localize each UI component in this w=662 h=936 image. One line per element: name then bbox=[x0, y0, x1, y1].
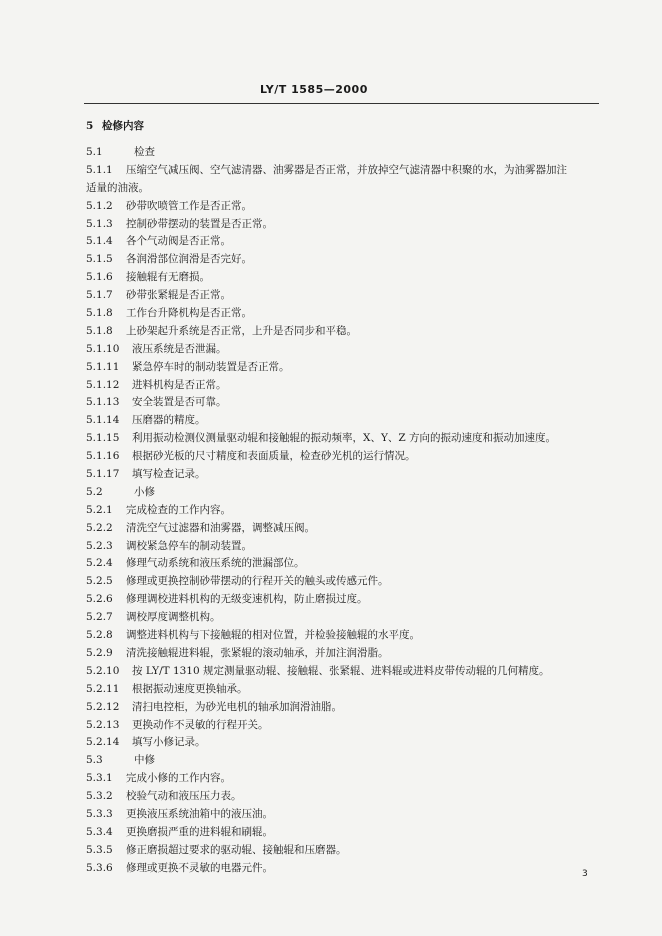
item-text: 根据砂光板的尺寸精度和表面质量，检查砂光机的运行情况。 bbox=[132, 450, 416, 463]
item-number: 5.1.10 bbox=[86, 342, 120, 355]
page-number: 3 bbox=[582, 869, 588, 879]
subsection-number: 5.1 bbox=[86, 146, 103, 158]
list-item bbox=[86, 412, 606, 430]
list-item bbox=[86, 573, 606, 591]
subsection-title: 中修 bbox=[134, 754, 155, 767]
item-text: 根据振动速度更换轴承。 bbox=[132, 682, 248, 695]
item-number: 5.2.7 bbox=[86, 611, 113, 624]
item-text: 安全装置是否可靠。 bbox=[132, 396, 227, 409]
item-number: 5.1.13 bbox=[86, 396, 120, 409]
list-item bbox=[86, 734, 606, 752]
item-text-continuation: 适量的油液。 bbox=[86, 181, 149, 194]
item-text: 紧急停车时的制动装置是否正常。 bbox=[132, 360, 290, 373]
list-item bbox=[86, 627, 606, 645]
list-item bbox=[86, 860, 606, 878]
list-item bbox=[86, 591, 606, 609]
item-number: 5.2.6 bbox=[86, 593, 113, 606]
section-title: 检修内容 bbox=[102, 120, 144, 132]
section-heading bbox=[86, 118, 606, 144]
header-rule bbox=[84, 103, 599, 104]
item-text: 砂带吹喷管工作是否正常。 bbox=[126, 199, 252, 212]
item-number: 5.2.5 bbox=[86, 575, 113, 588]
item-text: 更换液压系统油箱中的液压油。 bbox=[126, 807, 273, 820]
item-number: 5.2.12 bbox=[86, 700, 120, 713]
item-text: 填写小修记录。 bbox=[132, 736, 206, 749]
list-item bbox=[86, 555, 606, 573]
subsection-title: 小修 bbox=[134, 485, 155, 498]
list-item bbox=[86, 251, 606, 269]
list-item bbox=[86, 466, 606, 484]
item-number: 5.2.10 bbox=[86, 664, 120, 677]
item-text: 清洗接触辊进料辊，张紧辊的滚动轴承，并加注润滑脂。 bbox=[126, 646, 389, 659]
item-number: 5.2.11 bbox=[86, 682, 120, 695]
checklist-5-2 bbox=[86, 502, 606, 752]
item-text: 利用振动检测仪测量驱动辊和接触辊的振动频率，X、Y、Z 方向的振动速度和振动加速度。 bbox=[132, 432, 557, 445]
list-item bbox=[86, 645, 606, 663]
item-text: 上砂架起升系统是否正常，上升是否同步和平稳。 bbox=[126, 324, 357, 337]
list-item bbox=[86, 305, 606, 323]
list-item bbox=[86, 162, 606, 180]
list-item bbox=[86, 717, 606, 735]
item-number: 5.1.11 bbox=[86, 360, 120, 373]
checklist-5-3 bbox=[86, 770, 606, 877]
item-text: 接触辊有无磨损。 bbox=[126, 271, 210, 284]
item-number: 5.1.7 bbox=[86, 289, 113, 302]
item-number: 5.1.8 bbox=[86, 324, 113, 337]
list-item bbox=[86, 842, 606, 860]
list-item bbox=[86, 824, 606, 842]
item-text: 进料机构是否正常。 bbox=[132, 378, 227, 391]
item-text: 调校紧急停车的制动装置。 bbox=[126, 539, 252, 552]
subsection-heading-5-1 bbox=[86, 144, 606, 162]
subsection-number: 5.3 bbox=[86, 754, 103, 767]
list-item bbox=[86, 377, 606, 395]
item-number: 5.1.8 bbox=[86, 307, 113, 320]
item-text: 压缩空气减压阀、空气滤清器、油雾器是否正常，并放掉空气滤清器中积聚的水，为油雾器加注 bbox=[126, 163, 567, 176]
item-text: 调整进料机构与下接触辊的相对位置，并检验接触辊的水平度。 bbox=[126, 629, 420, 642]
list-item bbox=[86, 341, 606, 359]
item-number: 5.1.2 bbox=[86, 199, 113, 212]
item-number: 5.3.6 bbox=[86, 861, 113, 874]
item-text: 清扫电控柜，为砂光电机的轴承加润滑油脂。 bbox=[132, 700, 342, 713]
list-item bbox=[86, 269, 606, 287]
item-number: 5.1.16 bbox=[86, 450, 120, 463]
subsection-heading-5-2 bbox=[86, 484, 606, 502]
list-item bbox=[86, 806, 606, 824]
subsection-number: 5.2 bbox=[86, 485, 103, 498]
item-text: 修理气动系统和液压系统的泄漏部位。 bbox=[126, 557, 305, 570]
item-text: 砂带张紧辊是否正常。 bbox=[126, 289, 231, 302]
item-number: 5.3.4 bbox=[86, 825, 113, 838]
item-number: 5.2.2 bbox=[86, 521, 113, 534]
list-item bbox=[86, 287, 606, 305]
item-text: 修理或更换不灵敏的电器元件。 bbox=[126, 861, 273, 874]
list-item bbox=[86, 770, 606, 788]
item-number: 5.2.9 bbox=[86, 646, 113, 659]
item-number: 5.1.6 bbox=[86, 271, 113, 284]
list-item bbox=[86, 699, 606, 717]
list-item bbox=[86, 681, 606, 699]
list-item bbox=[86, 520, 606, 538]
item-text: 工作台升降机构是否正常。 bbox=[126, 307, 252, 320]
item-number: 5.2.8 bbox=[86, 629, 113, 642]
list-item bbox=[86, 502, 606, 520]
item-text: 按 LY/T 1310 规定测量驱动辊、接触辊、张紧辊、进料辊或进料皮带传动辊的几何精度。 bbox=[132, 664, 550, 677]
item-number: 5.3.5 bbox=[86, 843, 113, 856]
item-number: 5.1.5 bbox=[86, 253, 113, 266]
list-item bbox=[86, 359, 606, 377]
item-number: 5.3.3 bbox=[86, 807, 113, 820]
item-number: 5.1.17 bbox=[86, 468, 120, 481]
item-text: 校验气动和液压压力表。 bbox=[126, 790, 242, 803]
item-text: 更换磨损严重的进料辊和刷辊。 bbox=[126, 825, 273, 838]
list-item bbox=[86, 788, 606, 806]
item-number: 5.3.2 bbox=[86, 790, 113, 803]
item-text: 控制砂带摆动的装置是否正常。 bbox=[126, 217, 273, 230]
item-text: 调校厚度调整机构。 bbox=[126, 611, 221, 624]
subsection-heading-5-3 bbox=[86, 752, 606, 770]
item-text: 完成检查的工作内容。 bbox=[126, 503, 231, 516]
list-item bbox=[86, 394, 606, 412]
list-item bbox=[86, 448, 606, 466]
item-text: 压磨器的精度。 bbox=[132, 414, 206, 427]
item-text: 各个气动阀是否正常。 bbox=[126, 235, 231, 248]
item-number: 5.2.4 bbox=[86, 557, 113, 570]
item-number: 5.1.12 bbox=[86, 378, 120, 391]
list-item bbox=[86, 216, 606, 234]
item-number: 5.1.1 bbox=[86, 163, 113, 176]
item-text: 修理调校进料机构的无级变速机构，防止磨损过度。 bbox=[126, 593, 368, 606]
item-text: 完成小修的工作内容。 bbox=[126, 772, 231, 785]
item-text: 修理或更换控制砂带摆动的行程开关的触头或传感元件。 bbox=[126, 575, 389, 588]
standard-code-header: LY/T 1585—2000 bbox=[260, 83, 368, 96]
item-number: 5.2.1 bbox=[86, 503, 113, 516]
list-item bbox=[86, 198, 606, 216]
item-number: 5.2.14 bbox=[86, 736, 120, 749]
item-text: 填写检查记录。 bbox=[132, 468, 206, 481]
list-item bbox=[86, 233, 606, 251]
item-number: 5.1.3 bbox=[86, 217, 113, 230]
list-item bbox=[86, 609, 606, 627]
item-number: 5.1.4 bbox=[86, 235, 113, 248]
item-text: 清洗空气过滤器和油雾器，调整减压阀。 bbox=[126, 521, 315, 534]
checklist-5-1 bbox=[86, 162, 606, 484]
item-number: 5.3.1 bbox=[86, 772, 113, 785]
item-number: 5.2.13 bbox=[86, 718, 120, 731]
item-number: 5.1.14 bbox=[86, 414, 120, 427]
item-text: 各润滑部位润滑是否完好。 bbox=[126, 253, 252, 266]
subsection-title: 检查 bbox=[134, 146, 155, 158]
item-text: 更换动作不灵敏的行程开关。 bbox=[132, 718, 269, 731]
list-item bbox=[86, 323, 606, 341]
item-text: 液压系统是否泄漏。 bbox=[132, 342, 227, 355]
item-number: 5.2.3 bbox=[86, 539, 113, 552]
list-item bbox=[86, 663, 606, 681]
item-number: 5.1.15 bbox=[86, 432, 120, 445]
list-item bbox=[86, 430, 606, 448]
section-number: 5 bbox=[86, 120, 94, 132]
list-item bbox=[86, 538, 606, 556]
item-text: 修正磨损超过要求的驱动辊、接触辊和压磨器。 bbox=[126, 843, 347, 856]
page-content bbox=[86, 118, 606, 878]
